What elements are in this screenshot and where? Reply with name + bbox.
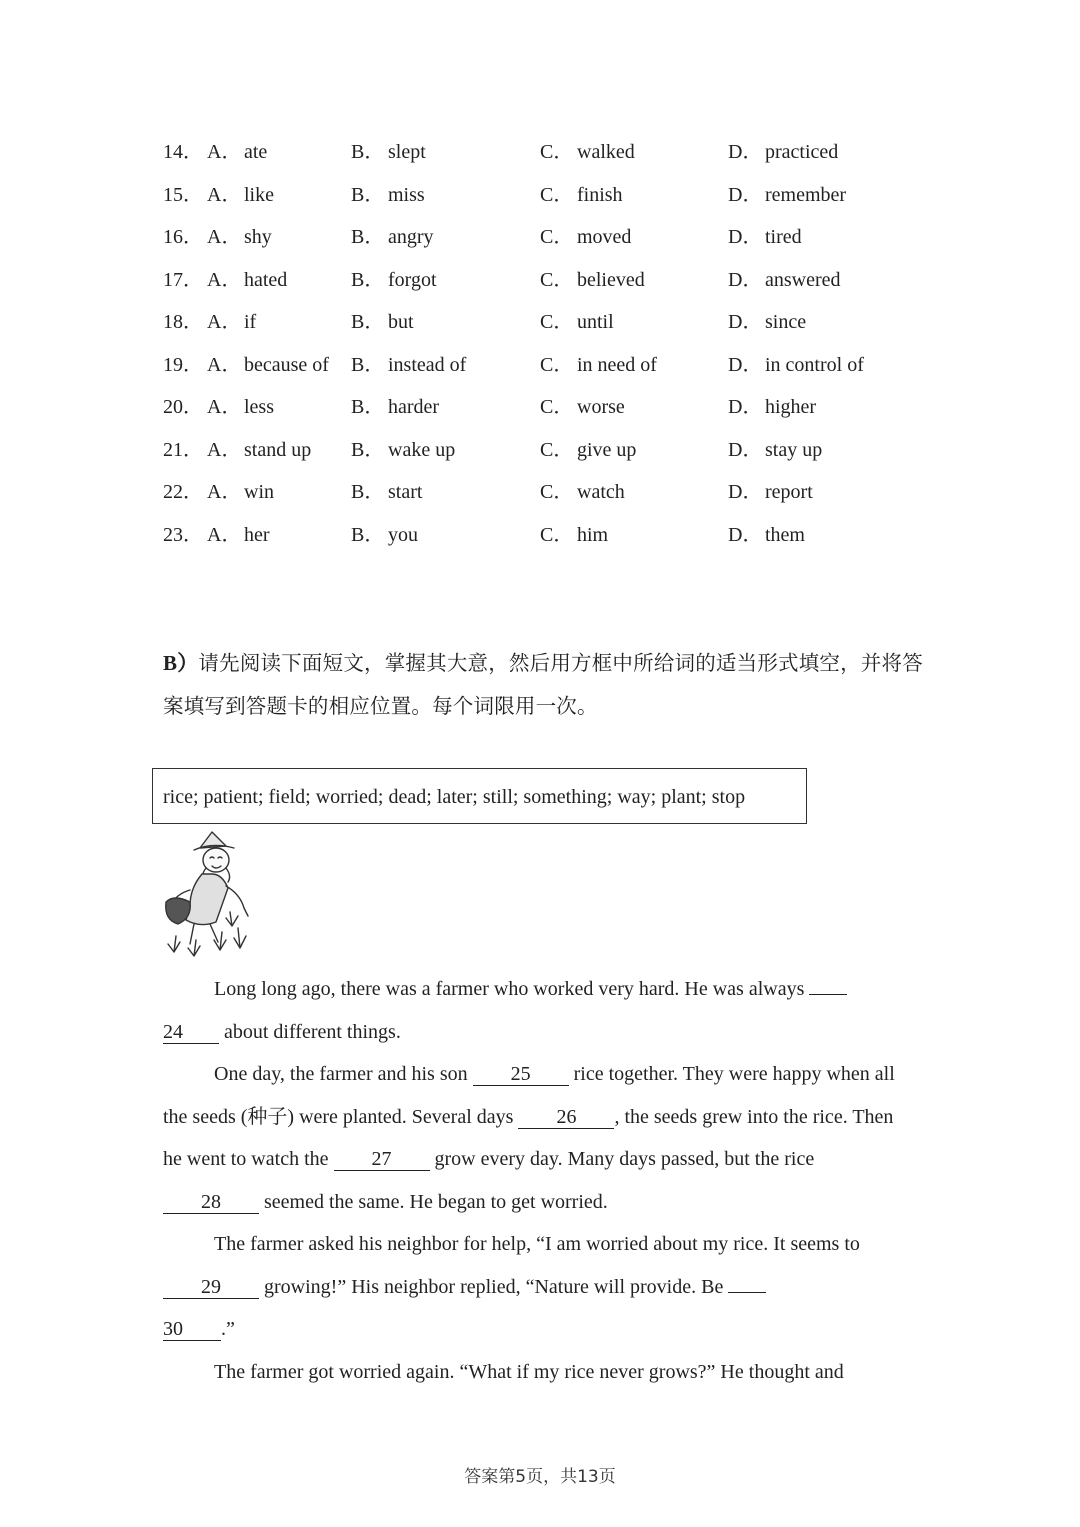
option-row — [163, 304, 923, 347]
option-a: A． less — [207, 396, 274, 418]
option-c: C． give up — [540, 438, 637, 461]
question-number: 16． — [163, 226, 203, 248]
option-d: D． remember — [728, 183, 847, 206]
option-b: B． you — [351, 523, 418, 546]
paragraph-1: Long long ago, there was a farmer who worked very hard. He was always 24 about different things. — [163, 968, 913, 1053]
option-b: B． but — [351, 311, 414, 333]
question-number: 23． — [163, 523, 203, 546]
option-row — [163, 474, 923, 517]
word-bank-box: rice; patient; field; worried; dead; later; still; something; way; plant; stop — [152, 768, 807, 824]
option-d: D． since — [728, 311, 807, 333]
paragraph-2: One day, the farmer and his son 25 rice together. They were happy when all the seeds (种子) were planted. Several days 26 , the seeds grew into the rice. Then he went to watch the 27 grow every day. Many days passed, but the rice 28 seemed the same. He began to get worried. — [163, 1063, 895, 1213]
question-number: 18． — [163, 311, 203, 333]
option-row — [163, 517, 923, 560]
paragraph-4: The farmer got worried again. “What if my rice never grows?” He thought and — [214, 1360, 844, 1383]
option-b: B． forgot — [351, 268, 437, 291]
section-b-instructions — [163, 642, 933, 728]
blank-30: 30 — [163, 1318, 221, 1341]
option-row — [163, 177, 923, 220]
question-number: 22． — [163, 481, 203, 503]
option-b: B． instead of — [351, 353, 467, 376]
option-row — [163, 134, 923, 177]
question-number: 17． — [163, 268, 203, 291]
option-a: A． hated — [207, 268, 288, 291]
option-c: C． finish — [540, 183, 623, 206]
option-a: A． shy — [207, 226, 272, 248]
option-row — [163, 347, 923, 390]
blank-26: 26 — [518, 1106, 614, 1129]
option-d: D． answered — [728, 268, 841, 291]
section-label: B） — [163, 651, 199, 675]
option-b: B． start — [351, 481, 423, 503]
option-d: D． stay up — [728, 438, 823, 461]
question-number: 19． — [163, 353, 203, 376]
option-c: C． worse — [540, 396, 625, 418]
blank-25: 25 — [473, 1063, 569, 1086]
page-footer: 答案第5页，共13页 — [464, 1467, 616, 1487]
option-row — [163, 389, 923, 432]
option-b: B． harder — [351, 396, 440, 418]
blank-29: 29 — [163, 1276, 259, 1299]
option-b: B． wake up — [351, 438, 456, 461]
option-row — [163, 432, 923, 475]
option-d: D． report — [728, 481, 813, 503]
option-d: D． tired — [728, 226, 802, 248]
question-number: 21． — [163, 438, 203, 461]
option-a: A． win — [207, 481, 274, 503]
option-c: C． watch — [540, 481, 625, 503]
option-row — [163, 262, 923, 305]
question-number: 20． — [163, 396, 203, 418]
paragraph-3: The farmer asked his neighbor for help, “I am worried about my rice. It seems to 29 growing!” His neighbor replied, “Nature will provide. Be 30 .” — [163, 1233, 860, 1340]
farmer-illustration — [160, 828, 260, 960]
option-c: C． believed — [540, 268, 645, 291]
blank-24: 24 — [163, 1021, 219, 1044]
instructions-text: 请先阅读下面短文，掌握其大意，然后用方框中所给词的适当形式填空，并将答案填写到答题卡的相应位置。每个词限用一次。 — [163, 651, 923, 718]
option-d: D． them — [728, 523, 805, 546]
option-c: C． moved — [540, 226, 632, 248]
option-a: A． because of — [207, 353, 329, 376]
option-row — [163, 219, 923, 262]
option-c: C． until — [540, 311, 614, 333]
option-d: D． in control of — [728, 353, 864, 376]
blank-24-line — [809, 994, 847, 995]
question-number: 14． — [163, 141, 203, 163]
option-a: A． stand up — [207, 438, 312, 461]
option-d: D． higher — [728, 396, 817, 418]
passage — [163, 968, 913, 1393]
blank-28: 28 — [163, 1191, 259, 1214]
option-c: C． walked — [540, 141, 635, 163]
question-number: 15． — [163, 183, 203, 206]
option-c: C． in need of — [540, 353, 657, 376]
option-b: B． slept — [351, 141, 426, 163]
options-table — [163, 134, 923, 559]
option-c: C． him — [540, 523, 609, 546]
option-d: D． practiced — [728, 141, 839, 163]
option-b: B． miss — [351, 183, 425, 206]
blank-30-line — [728, 1292, 766, 1293]
blank-27: 27 — [334, 1148, 430, 1171]
option-a: A． ate — [207, 141, 268, 163]
option-b: B． angry — [351, 226, 434, 248]
option-a: A． like — [207, 183, 274, 206]
option-a: A． her — [207, 523, 270, 546]
option-a: A． if — [207, 311, 257, 333]
